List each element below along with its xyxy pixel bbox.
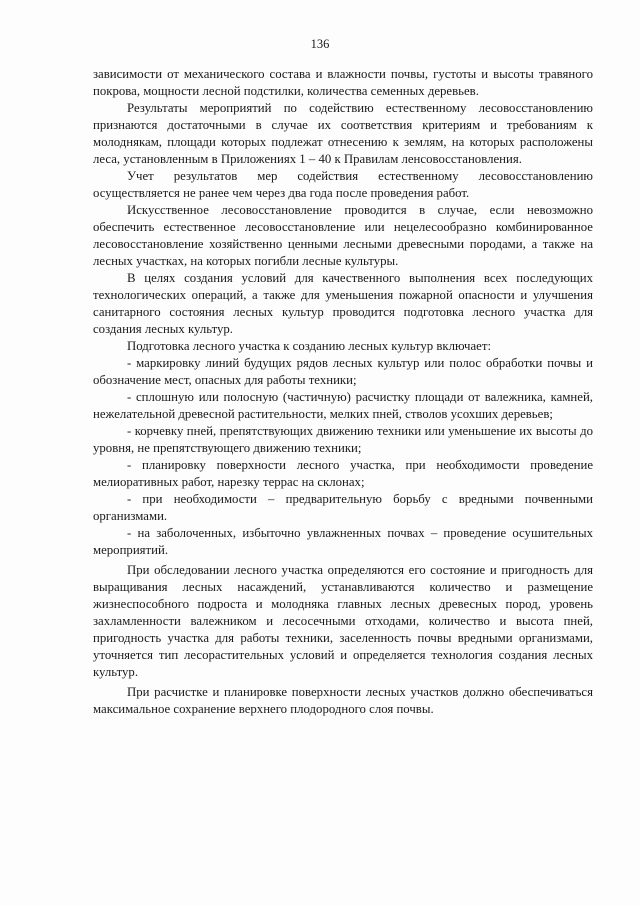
paragraph-results: Результаты мероприятий по содействию естественному лесовосстановлению признаются достаточными в случае их соответствия критериям и требованиям к молоднякам, площади которых подлежат отнесению к землям, на которых расположены леса, установленным в Приложениях 1 – 40 к Правилам ленсовосстановления. — [93, 101, 593, 166]
paragraph-topsoil-preservation: При расчистке и планировке поверхности лесных участков должно обеспечиваться максимальное сохранение верхнего плодородного слоя почвы. — [93, 685, 593, 716]
paragraph-artificial-reforestation: Искусственное лесовосстановление проводится в случае, если невозможно обеспечить естественное лесовосстановление или нецелесообразно комбинированное лесовосстановление хозяйственно ценными лесными древесными породами, а также на лесных участках, на которых погибли лесные культуры. — [93, 203, 593, 268]
list-item-pest-control: - при необходимости – предварительную борьбу с вредными почвенными организмами. — [93, 492, 593, 523]
list-item-surface-planning: - планировку поверхности лесного участка, при необходимости проведение мелиоративных работ, нарезку террас на склонах; — [93, 458, 593, 489]
paragraph-site-survey: При обследовании лесного участка определяются его состояние и пригодность для выращивания лесных насаждений, устанавливаются количество и размещение жизнеспособного подроста и молодняка главных лесных древесных пород, уровень захламленности валежником и лесосечными отходами, количество и высота пней, пригодность участка для работы техники, заселенность почвы вредными организмами, уточняется тип лесорастительных условий и определяется технология создания лесных культур. — [93, 563, 593, 679]
paragraph-accounting: Учет результатов мер содействия естественному лесовосстановлению осуществляется не ранее чем через два года после проведения работ. — [93, 169, 593, 200]
page-number: 136 — [310, 37, 330, 51]
list-item-drainage: - на заболоченных, избыточно увлажненных почвах – проведение осушительных мероприятий. — [93, 526, 593, 557]
list-item-marking: - маркировку линий будущих рядов лесных культур или полос обработки почвы и обозначение мест, опасных для работы техники; — [93, 356, 593, 387]
paragraph-site-preparation-purpose: В целях создания условий для качественного выполнения всех последующих технологических операций, а также для уменьшения пожарной опасности и улучшения санитарного состояния лесных культур проводится подготовка лесного участка для создания лесных культур. — [93, 271, 593, 336]
paragraph-preparation-includes: Подготовка лесного участка к созданию лесных культур включает: — [127, 339, 491, 353]
list-item-stump-removal: - корчевку пней, препятствующих движению техники или уменьшение их высоты до уровня, не препятствующего движению техники; — [93, 424, 593, 455]
list-item-clearing: - сплошную или полосную (частичную) расчистку площади от валежника, камней, нежелательной древесной растительности, мелких пней, стволов усохших деревьев; — [93, 390, 593, 421]
paragraph-continuation: зависимости от механического состава и влажности почвы, густоты и высоты травяного покрова, мощности лесной подстилки, количества семенных деревьев. — [93, 67, 593, 98]
document-body — [93, 66, 593, 718]
